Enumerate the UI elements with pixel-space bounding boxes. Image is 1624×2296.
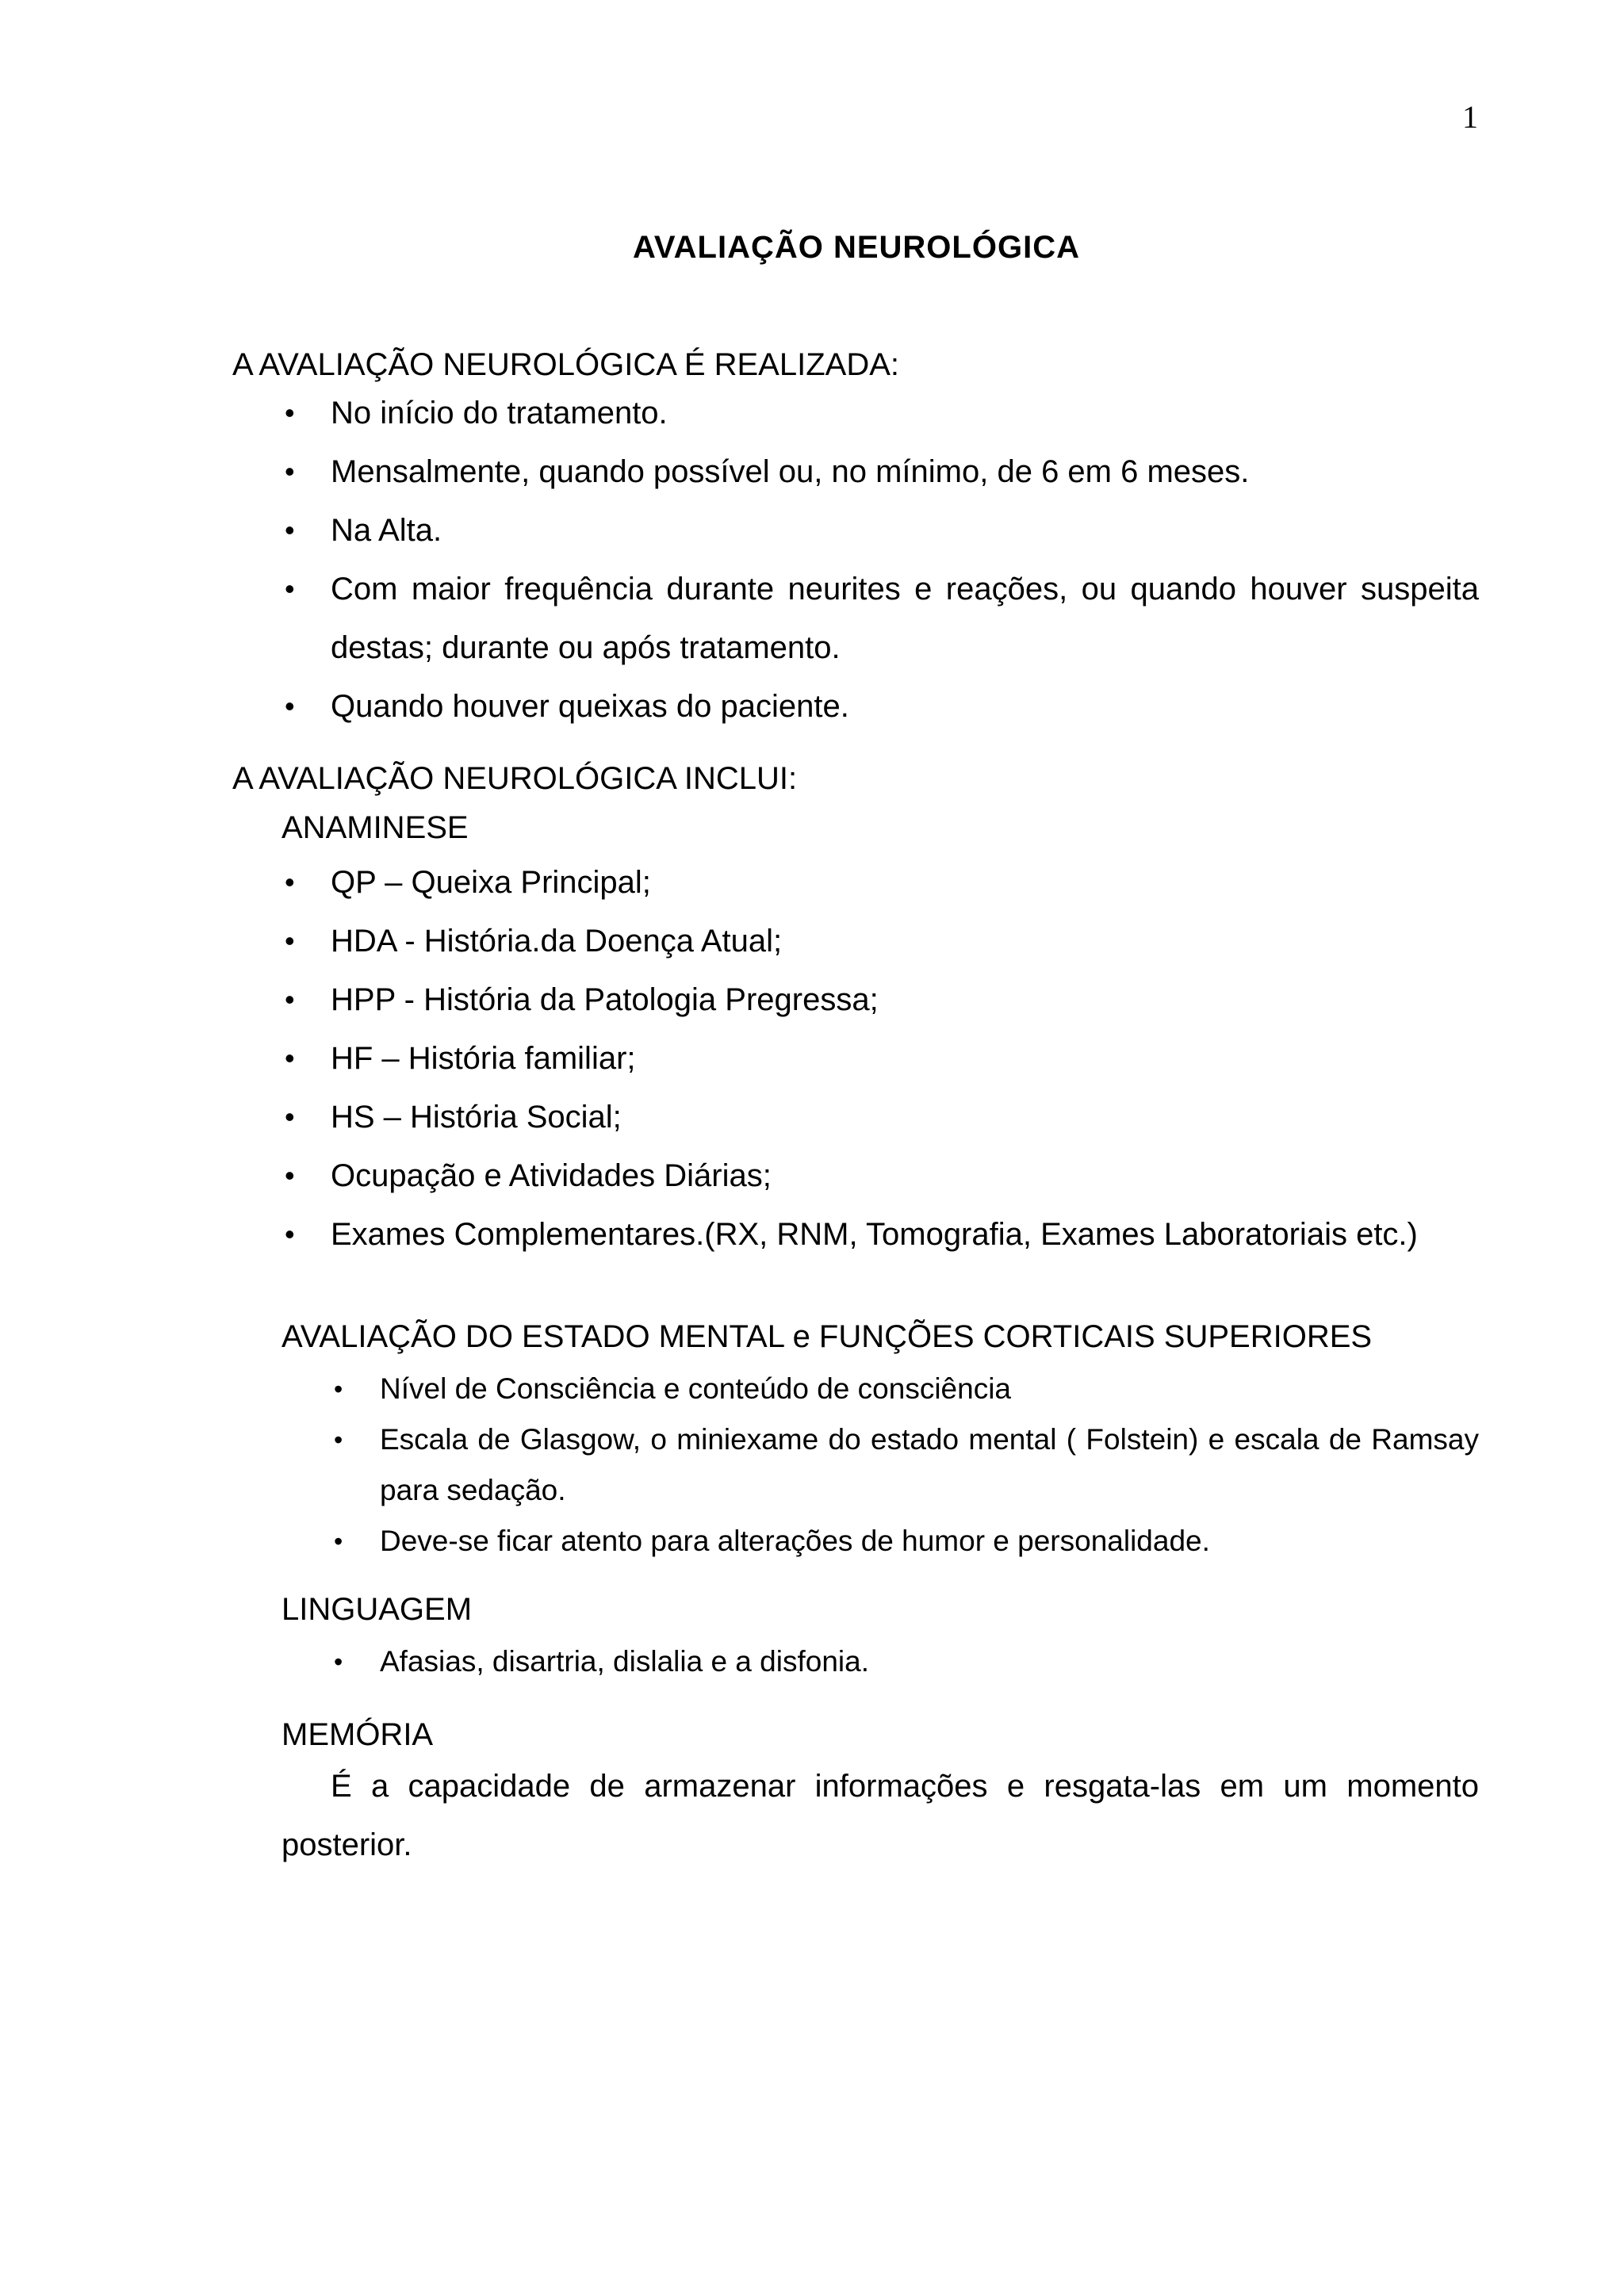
list-item: • QP – Queixa Principal;: [232, 853, 1479, 912]
bullet-icon: •: [285, 690, 295, 722]
list-item: • HS – História Social;: [232, 1088, 1479, 1146]
bullet-icon: •: [334, 1375, 343, 1403]
list-item: • Exames Complementares.(RX, RNM, Tomografia, Exames Laboratoriais etc.): [232, 1205, 1479, 1264]
bullet-icon: •: [334, 1647, 343, 1676]
section-heading-inclui: A AVALIAÇÃO NEUROLÓGICA INCLUI:: [232, 761, 798, 796]
bullet-icon: •: [285, 396, 295, 429]
bullet-icon: •: [285, 572, 295, 605]
linguagem-list: [232, 1636, 1479, 1687]
list-item: • Deve-se ficar atento para alterações de humor e personalidade.: [232, 1516, 1479, 1567]
list-item: • Mensalmente, quando possível ou, no mínimo, de 6 em 6 meses.: [232, 442, 1479, 501]
bullet-icon: •: [285, 514, 295, 546]
realizada-list: [232, 384, 1479, 736]
bullet-icon: •: [285, 1159, 295, 1192]
page-number: 1: [1462, 99, 1478, 135]
bullet-icon: •: [285, 1042, 295, 1074]
estado-mental-list: [232, 1364, 1479, 1567]
list-item: • HF – História familiar;: [232, 1029, 1479, 1088]
bullet-icon: •: [285, 924, 295, 957]
list-item: • Na Alta.: [232, 501, 1479, 560]
list-item: • HDA - História.da Doença Atual;: [232, 912, 1479, 970]
bullet-icon: •: [285, 455, 295, 488]
anaminese-heading: ANAMINESE: [282, 810, 469, 845]
list-item: • Ocupação e Atividades Diárias;: [232, 1146, 1479, 1205]
memoria-text: É a capacidade de armazenar informações e resgata-las em um momento posterior.: [282, 1769, 1479, 1862]
bullet-icon: •: [285, 866, 295, 898]
list-item: • HPP - História da Patologia Pregressa;: [232, 970, 1479, 1029]
linguagem-heading: LINGUAGEM: [282, 1592, 473, 1627]
list-item: • Afasias, disartria, dislalia e a disfonia.: [232, 1636, 1479, 1687]
document-title: AVALIAÇÃO NEUROLÓGICA: [633, 230, 1080, 265]
list-item: • Escala de Glasgow, o miniexame do estado mental ( Folstein) e escala de Ramsay para sedação.: [232, 1414, 1479, 1516]
list-item: • Com maior frequência durante neurites e reações, ou quando houver suspeita destas; durante ou após tratamento.: [232, 560, 1479, 677]
bullet-icon: •: [285, 983, 295, 1016]
bullet-icon: •: [334, 1425, 343, 1454]
memoria-heading: MEMÓRIA: [282, 1717, 434, 1752]
bullet-icon: •: [285, 1100, 295, 1133]
bullet-icon: •: [285, 1218, 295, 1250]
document-body: [232, 346, 1479, 1874]
anaminese-list: [232, 853, 1479, 1264]
section-heading-realizada: A AVALIAÇÃO NEUROLÓGICA É REALIZADA:: [232, 347, 900, 382]
bullet-icon: •: [334, 1527, 343, 1556]
list-item: • No início do tratamento.: [232, 384, 1479, 442]
list-item: • Quando houver queixas do paciente.: [232, 677, 1479, 736]
list-item: • Nível de Consciência e conteúdo de consciência: [232, 1364, 1479, 1414]
estado-mental-heading: AVALIAÇÃO DO ESTADO MENTAL e FUNÇÕES CORTICAIS SUPERIORES: [282, 1319, 1373, 1354]
